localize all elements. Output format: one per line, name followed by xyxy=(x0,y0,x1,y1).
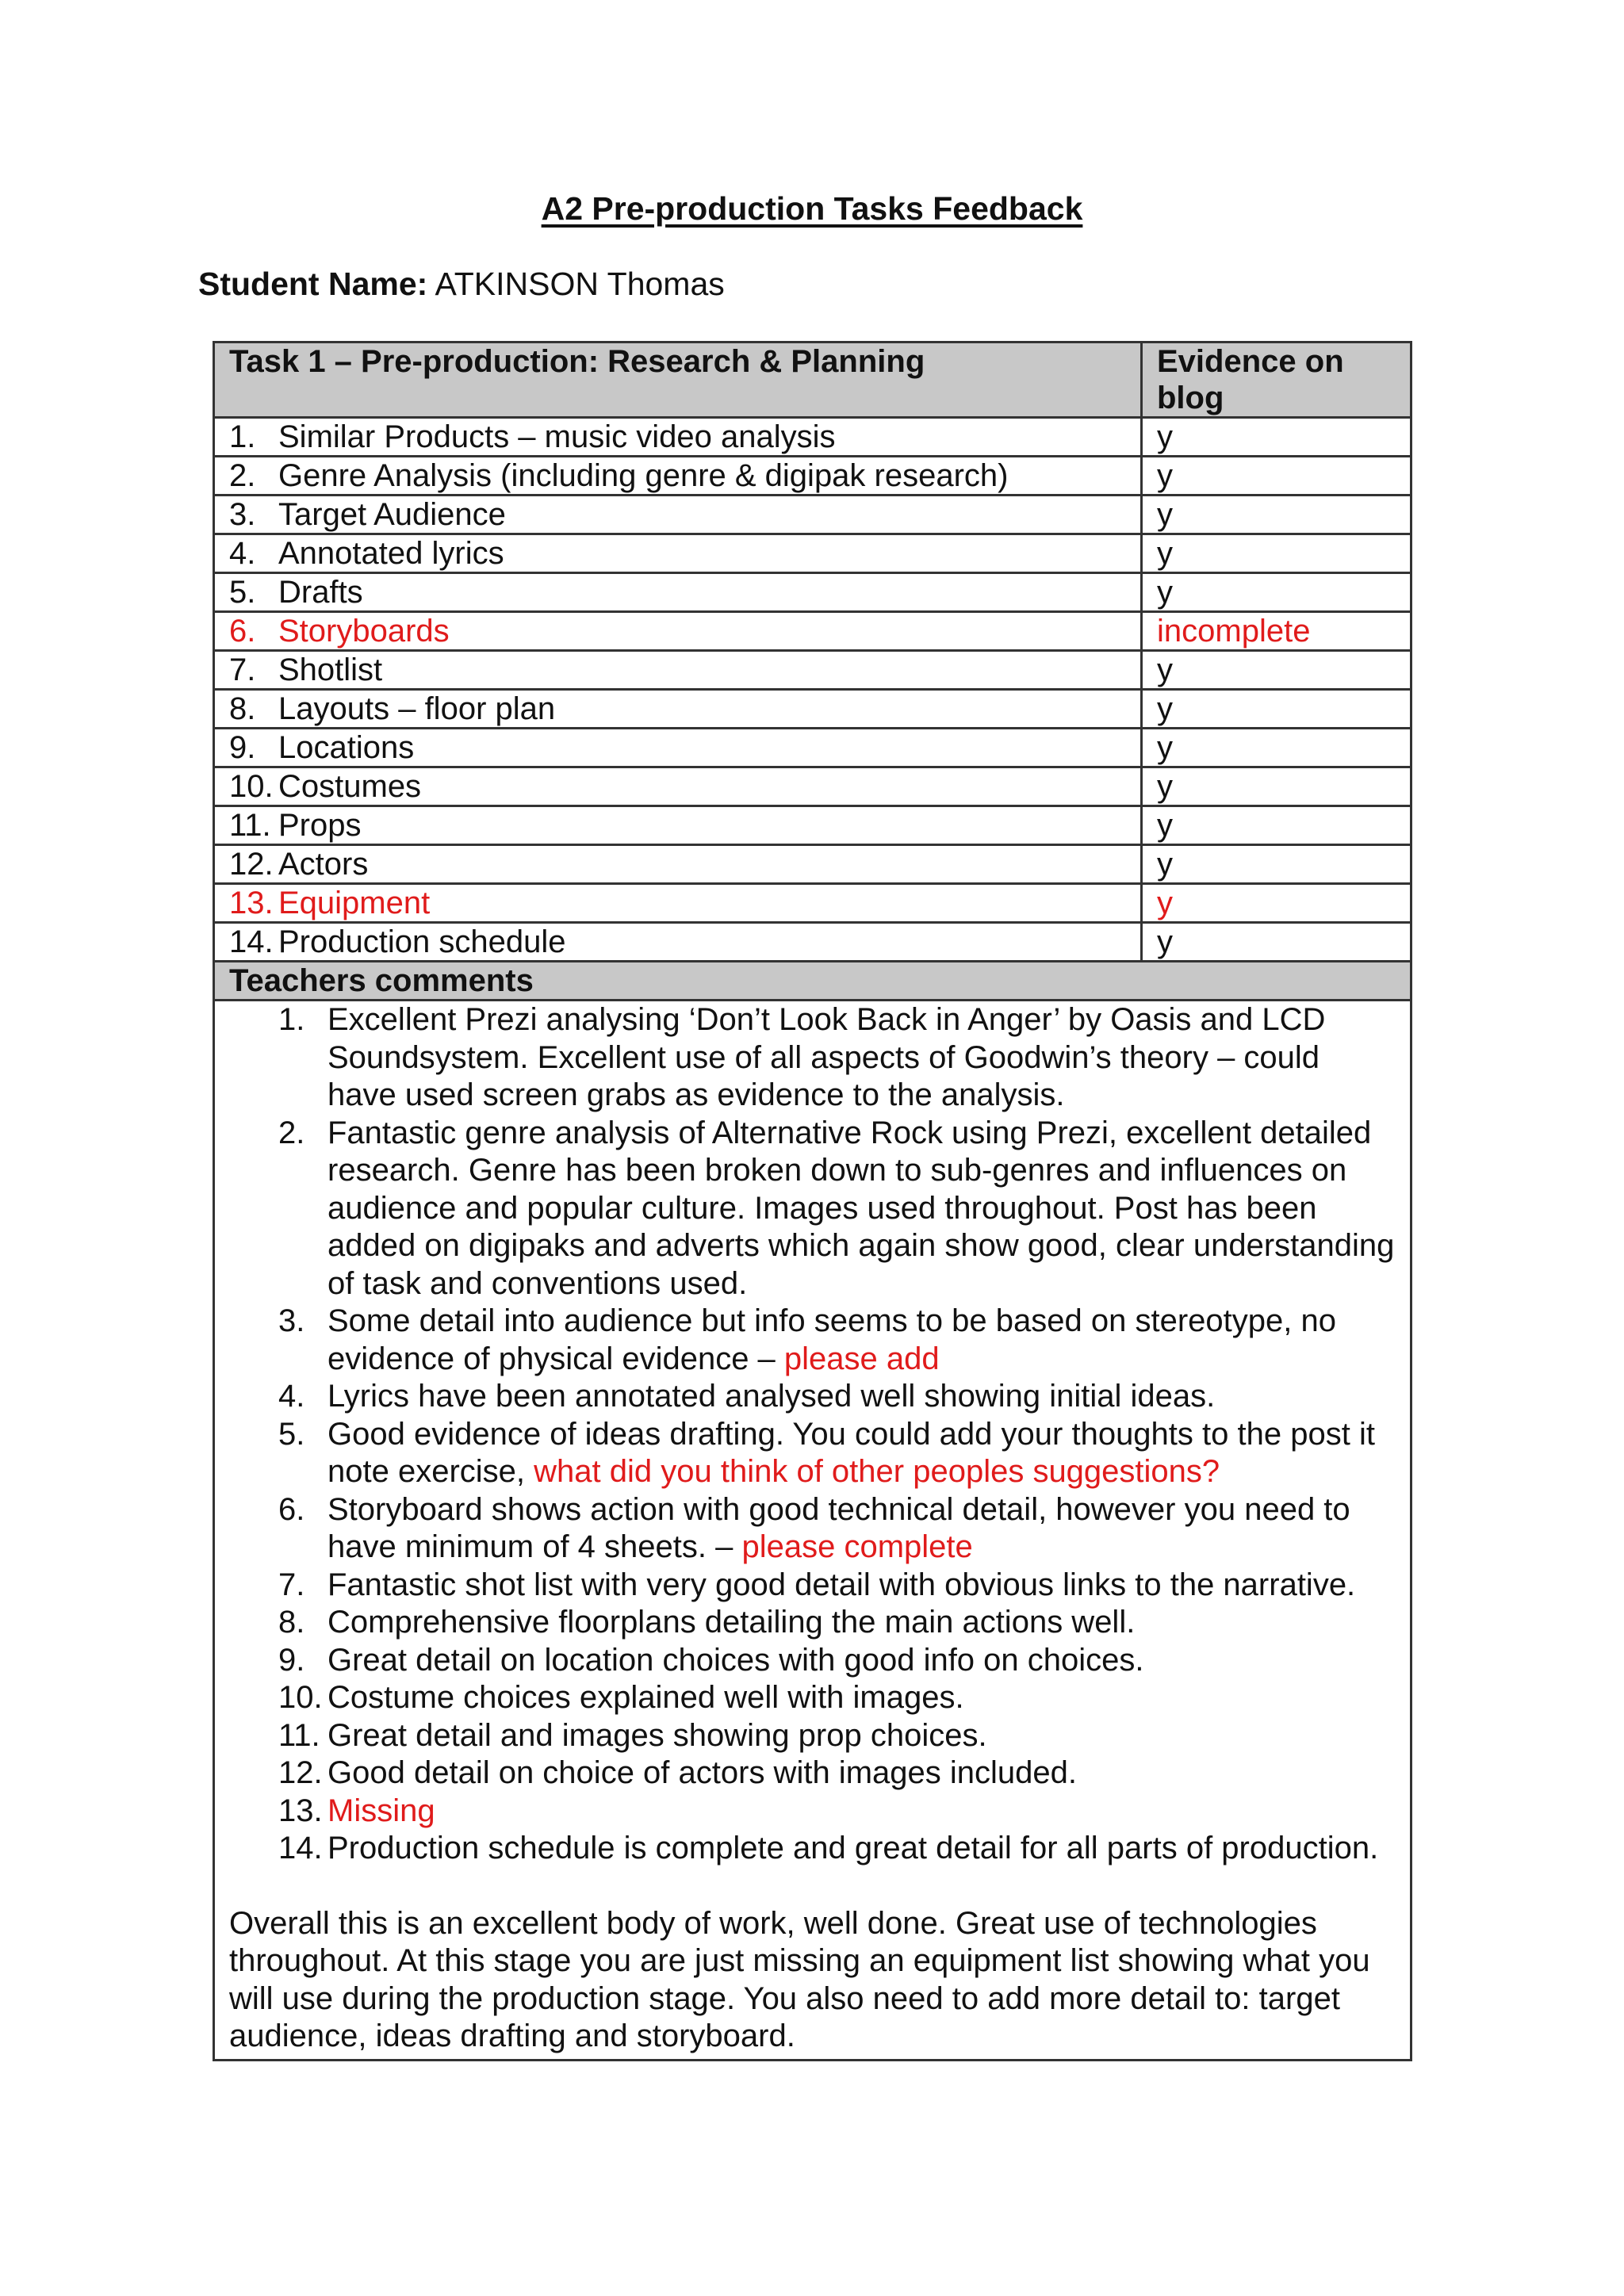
task-evidence: incomplete xyxy=(1142,612,1411,651)
task-number: 2. xyxy=(229,458,256,493)
comment-action: Missing xyxy=(327,1793,435,1828)
task-row xyxy=(214,690,1411,729)
student-name-value: ATKINSON Thomas xyxy=(435,266,725,302)
comment-text xyxy=(327,1001,1396,1115)
comment-item xyxy=(229,1717,1396,1755)
task-row xyxy=(214,457,1411,496)
task-evidence: y xyxy=(1142,496,1411,534)
comment-text xyxy=(327,1416,1396,1491)
task-evidence: y xyxy=(1142,651,1411,690)
task-cell xyxy=(214,767,1142,806)
task-label: Storyboards xyxy=(278,614,450,649)
comment-body: Comprehensive floorplans detailing the main actions well. xyxy=(327,1605,1136,1640)
comments-header-row xyxy=(214,962,1411,1001)
comment-text xyxy=(327,1717,1396,1755)
task-label: Genre Analysis (including genre & digipak research) xyxy=(278,458,1009,493)
task-cell xyxy=(214,534,1142,573)
comment-text xyxy=(327,1679,1396,1717)
page-title: A2 Pre-production Tasks Feedback xyxy=(541,190,1083,227)
task-row xyxy=(214,884,1411,923)
comment-body: Fantastic genre analysis of Alternative Rock using Prezi, excellent detailed research. Genre has been broken down to sub-genres and influences on audience and popular culture. Images used throughout. Post has been added on digipaks and adverts which again show good, clear understanding of task and conventions used. xyxy=(327,1115,1395,1301)
comment-number: 14. xyxy=(278,1831,323,1866)
comment-number: 3. xyxy=(278,1303,305,1338)
comment-item xyxy=(229,1378,1396,1416)
comment-number: 11. xyxy=(278,1717,320,1753)
task-row xyxy=(214,767,1411,806)
comments-header: Teachers comments xyxy=(214,962,1411,1001)
task-row xyxy=(214,923,1411,962)
table-header-row xyxy=(214,342,1411,418)
comment-text xyxy=(327,1115,1396,1303)
task-number: 5. xyxy=(229,575,256,610)
comment-body: Good detail on choice of actors with images included. xyxy=(327,1755,1077,1790)
task-number: 12. xyxy=(229,847,274,882)
comment-action: please add xyxy=(783,1341,940,1376)
comment-body: Storyboard shows action with good technical detail, however you need to have minimum of 4 sheets. – xyxy=(327,1491,1350,1564)
comment-number: 8. xyxy=(278,1605,305,1640)
comment-body: Good evidence of ideas drafting. You could add your thoughts to the post it note exercise, xyxy=(327,1416,1375,1489)
task-cell xyxy=(214,612,1142,651)
task-row xyxy=(214,418,1411,457)
comment-body: Lyrics have been annotated analysed well showing initial ideas. xyxy=(327,1379,1216,1414)
task-label: Actors xyxy=(278,847,369,882)
task-row xyxy=(214,845,1411,884)
task-number: 6. xyxy=(229,614,256,649)
task-cell xyxy=(214,496,1142,534)
task-row xyxy=(214,651,1411,690)
comment-number: 4. xyxy=(278,1379,305,1414)
task-header: Task 1 – Pre-production: Research & Planning xyxy=(214,342,1142,418)
comment-body: Production schedule is complete and great detail for all parts of production. xyxy=(327,1831,1379,1866)
comment-item xyxy=(229,1491,1396,1567)
task-cell xyxy=(214,845,1142,884)
comment-item xyxy=(229,1001,1396,1115)
task-evidence: y xyxy=(1142,767,1411,806)
comment-number: 13. xyxy=(278,1793,323,1828)
task-row xyxy=(214,534,1411,573)
task-number: 13. xyxy=(229,886,274,920)
task-cell xyxy=(214,923,1142,962)
task-label: Similar Products – music video analysis xyxy=(278,419,836,454)
task-number: 3. xyxy=(229,497,256,532)
comment-number: 12. xyxy=(278,1755,323,1790)
comment-action: what did you think of other peoples suggestions? xyxy=(534,1454,1220,1489)
comment-number: 2. xyxy=(278,1115,305,1150)
task-cell xyxy=(214,884,1142,923)
task-row xyxy=(214,573,1411,612)
task-label: Layouts – floor plan xyxy=(278,691,556,726)
task-evidence: y xyxy=(1142,729,1411,767)
comment-item xyxy=(229,1567,1396,1605)
task-number: 8. xyxy=(229,691,256,726)
comment-text xyxy=(327,1378,1396,1416)
comment-body: Fantastic shot list with very good detail with obvious links to the narrative. xyxy=(327,1567,1356,1602)
comment-number: 5. xyxy=(278,1416,305,1452)
task-evidence: y xyxy=(1142,690,1411,729)
comment-text xyxy=(327,1793,1396,1831)
task-cell xyxy=(214,573,1142,612)
comments-row xyxy=(214,1001,1411,2061)
task-number: 1. xyxy=(229,419,256,454)
task-cell xyxy=(214,418,1142,457)
comment-text xyxy=(327,1830,1396,1868)
task-number: 14. xyxy=(229,924,274,959)
comment-number: 7. xyxy=(278,1567,305,1602)
comment-body: Costume choices explained well with images. xyxy=(327,1680,964,1715)
comment-text xyxy=(327,1491,1396,1567)
task-cell xyxy=(214,729,1142,767)
comment-item xyxy=(229,1416,1396,1491)
comments-cell xyxy=(214,1001,1411,2061)
task-evidence: y xyxy=(1142,806,1411,845)
task-number: 11. xyxy=(229,808,271,843)
task-number: 10. xyxy=(229,769,274,804)
task-label: Shotlist xyxy=(278,652,383,687)
student-name-label: Student Name: xyxy=(198,266,428,302)
task-row xyxy=(214,806,1411,845)
task-evidence: y xyxy=(1142,534,1411,573)
comment-number: 10. xyxy=(278,1680,323,1715)
comment-text xyxy=(327,1303,1396,1378)
task-cell xyxy=(214,690,1142,729)
comment-item xyxy=(229,1755,1396,1793)
comment-item xyxy=(229,1303,1396,1378)
evidence-header: Evidence on blog xyxy=(1142,342,1411,418)
comment-body: Some detail into audience but info seems to be based on stereotype, no evidence of physical evidence – xyxy=(327,1303,1336,1376)
task-evidence: y xyxy=(1142,457,1411,496)
comment-item xyxy=(229,1830,1396,1868)
comment-text xyxy=(327,1604,1396,1642)
task-row xyxy=(214,496,1411,534)
comment-body: Great detail and images showing prop choices. xyxy=(327,1717,987,1753)
task-label: Locations xyxy=(278,730,415,765)
task-number: 4. xyxy=(229,536,256,571)
comment-action: please complete xyxy=(741,1529,973,1564)
overall-comment: Overall this is an excellent body of work, well done. Great use of technologies throughout. At this stage you are just missing an equipment list showing what you will use during the production stage. You also need to add more detail to: target audience, ideas drafting and storyboard. xyxy=(229,1905,1370,2053)
task-cell xyxy=(214,457,1142,496)
student-name-line xyxy=(198,266,725,303)
comment-item xyxy=(229,1604,1396,1642)
comment-number: 9. xyxy=(278,1642,305,1678)
comment-body: Excellent Prezi analysing ‘Don’t Look Back in Anger’ by Oasis and LCD Soundsystem. Excellent use of all aspects of Goodwin’s theory – could have used screen grabs as evidence to the analysis. xyxy=(327,1002,1326,1112)
task-evidence: y xyxy=(1142,845,1411,884)
comment-item xyxy=(229,1793,1396,1831)
feedback-table xyxy=(213,341,1412,2061)
task-number: 9. xyxy=(229,730,256,765)
task-evidence: y xyxy=(1142,884,1411,923)
comment-number: 6. xyxy=(278,1491,305,1527)
comment-body: Great detail on location choices with good info on choices. xyxy=(327,1642,1144,1678)
comment-list xyxy=(229,1001,1396,1868)
comment-number: 1. xyxy=(278,1002,305,1037)
task-row xyxy=(214,612,1411,651)
task-label: Production schedule xyxy=(278,924,566,959)
task-evidence: y xyxy=(1142,573,1411,612)
comment-text xyxy=(327,1567,1396,1605)
comment-item xyxy=(229,1642,1396,1680)
task-number: 7. xyxy=(229,652,256,687)
comment-text xyxy=(327,1755,1396,1793)
task-label: Annotated lyrics xyxy=(278,536,504,571)
comment-item xyxy=(229,1679,1396,1717)
task-label: Target Audience xyxy=(278,497,506,532)
task-cell xyxy=(214,651,1142,690)
task-label: Drafts xyxy=(278,575,363,610)
comment-text xyxy=(327,1642,1396,1680)
task-evidence: y xyxy=(1142,418,1411,457)
task-label: Equipment xyxy=(278,886,431,920)
task-cell xyxy=(214,806,1142,845)
comment-item xyxy=(229,1115,1396,1303)
task-evidence: y xyxy=(1142,923,1411,962)
task-row xyxy=(214,729,1411,767)
task-label: Costumes xyxy=(278,769,422,804)
task-label: Props xyxy=(278,808,362,843)
